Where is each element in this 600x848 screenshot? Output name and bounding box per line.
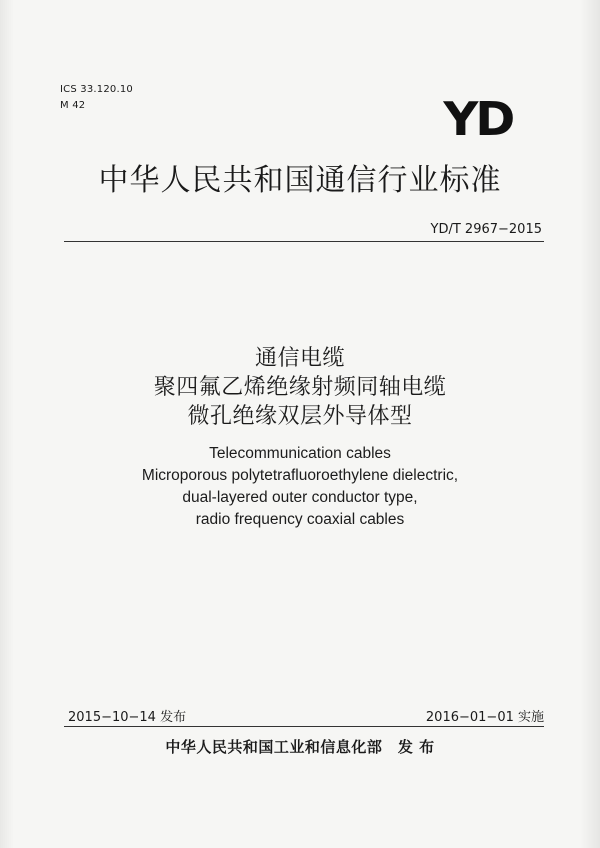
en-title-line-1: Telecommunication cables (209, 445, 391, 462)
yd-logo: YD (442, 92, 512, 146)
en-title-line-3: dual-layered outer conductor type, (182, 489, 418, 506)
top-divider (64, 241, 544, 242)
standard-number: YD/T 2967−2015 (430, 222, 542, 237)
cn-title-line-3: 微孔绝缘双层外导体型 (187, 404, 413, 429)
bottom-divider (64, 726, 544, 727)
implementation-date: 2016−01−01 实施 (425, 710, 544, 725)
issue-date: 2015−10−14 发布 (68, 710, 187, 725)
standard-title: 中华人民共和国通信行业标准 (98, 163, 502, 198)
en-title-line-2: Microporous polytetrafluoroethylene dielectric, (141, 467, 459, 484)
en-title-line-4: radio frequency coaxial cables (195, 511, 405, 528)
ics-code: ICS 33.120.10 (60, 84, 133, 95)
cn-title-line-2: 聚四氟乙烯绝缘射频同轴电缆 (153, 375, 447, 400)
cn-title-line-1: 通信电缆 (254, 346, 345, 371)
publisher: 中华人民共和国工业和信息化部 发 布 (165, 738, 435, 756)
classification-code: M 42 (60, 100, 86, 111)
